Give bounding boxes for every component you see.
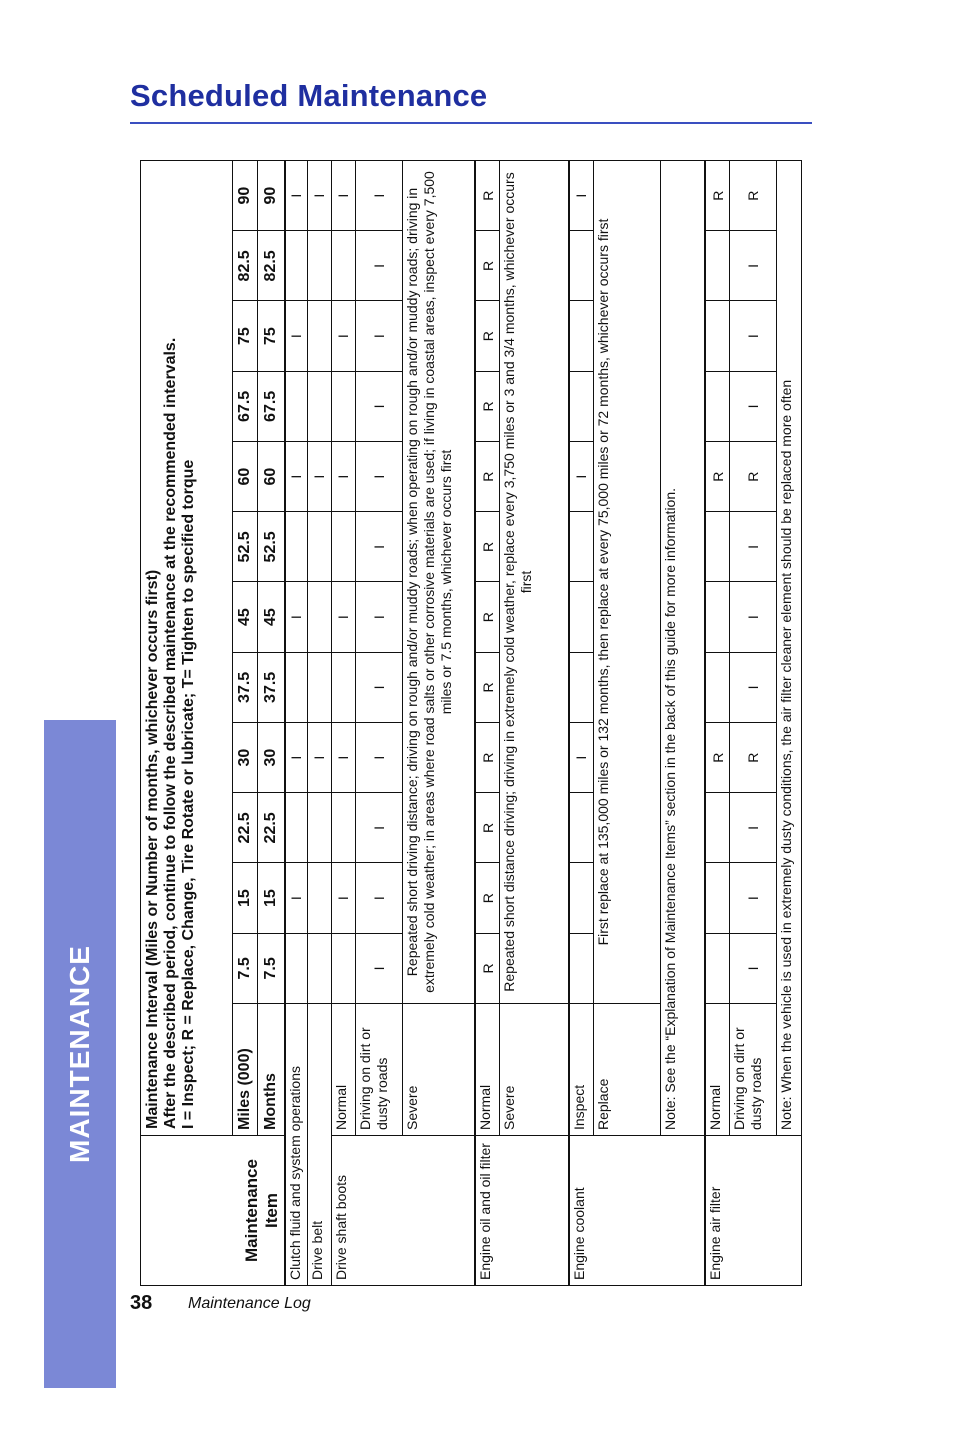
cell	[285, 793, 308, 863]
cell	[285, 371, 308, 441]
cell: I	[730, 231, 777, 301]
table-row	[356, 161, 403, 1286]
cell	[705, 652, 730, 722]
severe-note: Repeated short driving distance; driving on rough and/or muddy roads; when operating on rough and/or muddy roads; driving in extremely cold weather; in areas where road salts or other corrosive materials are used; if living in coastal areas, inspect every 7,500 miles or 7.5 months, whichever occurs first	[403, 161, 476, 1004]
miles-value: 90	[232, 161, 258, 231]
cell: I	[730, 863, 777, 933]
cell	[331, 933, 356, 1003]
cell: I	[730, 371, 777, 441]
cell	[308, 863, 331, 933]
cell	[705, 863, 730, 933]
cell: I	[356, 301, 403, 371]
condition-label: Replace	[594, 1004, 661, 1136]
cell: I	[356, 863, 403, 933]
cell: I	[356, 161, 403, 231]
cell	[569, 582, 594, 652]
cell	[331, 793, 356, 863]
cell: I	[730, 793, 777, 863]
cell	[569, 933, 594, 1003]
cell: I	[331, 723, 356, 793]
condition-label: Normal	[475, 1004, 500, 1136]
table-row	[475, 161, 500, 1286]
item-drive-shaft-boots: Drive shaft boots	[331, 1136, 475, 1286]
cell: R	[475, 793, 500, 863]
table-row	[308, 161, 331, 1286]
interval-header	[141, 161, 233, 1136]
months-value: 7.5	[258, 933, 285, 1003]
miles-value: 45	[232, 582, 258, 652]
table-row	[777, 161, 802, 1286]
months-label: Months	[258, 1004, 285, 1136]
table-row	[331, 161, 356, 1286]
table-row	[661, 161, 706, 1286]
cell: R	[475, 371, 500, 441]
cell: I	[285, 301, 308, 371]
cell: I	[730, 512, 777, 582]
table-row	[569, 161, 594, 1286]
cell	[308, 301, 331, 371]
cell	[705, 371, 730, 441]
condition-label: Inspect	[569, 1004, 594, 1136]
cell: R	[705, 442, 730, 512]
cell	[569, 371, 594, 441]
replace-note: First replace at 135,000 miles or 132 months, then replace at every 75,000 miles or 72 months, whichever occurs first	[594, 161, 661, 1004]
cell: I	[356, 582, 403, 652]
cell: R	[705, 723, 730, 793]
cell: I	[356, 231, 403, 301]
cell: R	[475, 161, 500, 231]
cell	[569, 793, 594, 863]
condition-label: Driving on dirt or dusty roads	[730, 1004, 777, 1136]
cell: R	[475, 442, 500, 512]
maintenance-table-container	[140, 160, 802, 1286]
cell: I	[331, 301, 356, 371]
cell: I	[308, 442, 331, 512]
cell: I	[285, 582, 308, 652]
miles-value: 75	[232, 301, 258, 371]
cell	[308, 371, 331, 441]
cell: I	[285, 723, 308, 793]
miles-value: 22.5	[232, 793, 258, 863]
cell	[308, 652, 331, 722]
cell	[308, 582, 331, 652]
cell: R	[475, 301, 500, 371]
page-title: Scheduled Maintenance	[130, 78, 488, 113]
cell	[569, 863, 594, 933]
cell: I	[331, 582, 356, 652]
miles-value: 67.5	[232, 371, 258, 441]
cell	[569, 231, 594, 301]
cell: R	[475, 933, 500, 1003]
maintenance-item-header: Maintenance Item	[141, 1136, 285, 1286]
cell	[569, 301, 594, 371]
miles-value: 52.5	[232, 512, 258, 582]
cell: I	[331, 442, 356, 512]
condition-label: Severe	[500, 1004, 569, 1136]
cell	[285, 652, 308, 722]
interval-note: After the described period, continue to follow the described maintenance at the recommended intervals.	[161, 337, 179, 1129]
cell	[308, 933, 331, 1003]
condition-label: Severe	[403, 1004, 476, 1136]
months-value: 82.5	[258, 231, 285, 301]
miles-value: 7.5	[232, 933, 258, 1003]
cell	[285, 933, 308, 1003]
cell: R	[705, 161, 730, 231]
miles-value: 15	[232, 863, 258, 933]
cell: R	[475, 512, 500, 582]
cell: R	[730, 723, 777, 793]
cell: I	[356, 793, 403, 863]
condition-label: Driving on dirt or dusty roads	[356, 1004, 403, 1136]
table-row	[500, 161, 569, 1286]
months-value: 67.5	[258, 371, 285, 441]
months-value: 90	[258, 161, 285, 231]
footer-section-name: Maintenance Log	[188, 1295, 311, 1312]
cell: I	[356, 442, 403, 512]
cell	[705, 933, 730, 1003]
months-row	[258, 161, 285, 1286]
cell	[705, 301, 730, 371]
cell: R	[475, 582, 500, 652]
table-row	[403, 161, 476, 1286]
sidebar-label: MAINTENANCE	[64, 945, 95, 1163]
cell: R	[730, 161, 777, 231]
miles-value: 82.5	[232, 231, 258, 301]
table-row	[730, 161, 777, 1286]
miles-value: 30	[232, 723, 258, 793]
cell: I	[331, 161, 356, 231]
cell: I	[356, 723, 403, 793]
coolant-note: Note: See the “Explanation of Maintenance Items” section in the back of this guide for more information.	[661, 161, 706, 1136]
severe-note: Repeated short distance driving; driving in extremely cold weather, replace every 3,750 miles or 3 and 3/4 months, whichever occurs first	[500, 161, 569, 1004]
legend-text: I = Inspect; R = Replace, Change, Tire Rotate or lubricate; T= Tighten to specified torque	[179, 459, 197, 1129]
months-value: 30	[258, 723, 285, 793]
item-engine-coolant: Engine coolant	[569, 1136, 705, 1286]
cell: I	[308, 161, 331, 231]
cell: I	[331, 863, 356, 933]
miles-label: Miles (000)	[232, 1004, 258, 1136]
cell: R	[730, 442, 777, 512]
condition-label: Normal	[331, 1004, 356, 1136]
cell: I	[356, 371, 403, 441]
air-filter-note: Note: When the vehicle is used in extremely dusty conditions, the air filter cleaner element should be replaced more often	[777, 161, 802, 1136]
months-value: 15	[258, 863, 285, 933]
cell	[285, 512, 308, 582]
cell: I	[285, 442, 308, 512]
cell	[308, 231, 331, 301]
cell	[331, 231, 356, 301]
months-value: 60	[258, 442, 285, 512]
cell: I	[730, 933, 777, 1003]
cell: I	[356, 652, 403, 722]
condition-label: Normal	[705, 1004, 730, 1136]
cell: I	[308, 723, 331, 793]
cell: I	[569, 442, 594, 512]
cell	[285, 231, 308, 301]
cell	[705, 512, 730, 582]
title-divider	[130, 122, 812, 124]
item-engine-air-filter: Engine air filter	[705, 1136, 801, 1286]
cell	[569, 652, 594, 722]
months-value: 45	[258, 582, 285, 652]
maintenance-table	[140, 160, 802, 1286]
cell	[308, 512, 331, 582]
miles-value: 60	[232, 442, 258, 512]
cell: I	[285, 161, 308, 231]
cell: I	[569, 161, 594, 231]
cell: I	[569, 723, 594, 793]
miles-row	[232, 161, 258, 1286]
table-row	[705, 161, 730, 1286]
months-value: 75	[258, 301, 285, 371]
cell	[705, 582, 730, 652]
cell	[308, 793, 331, 863]
cell: I	[730, 652, 777, 722]
cell	[331, 652, 356, 722]
table-row	[285, 161, 308, 1286]
cell: I	[356, 512, 403, 582]
cell: R	[475, 231, 500, 301]
item-drive-belt: Drive belt	[308, 1004, 331, 1286]
item-clutch: Clutch fluid and system operations	[285, 1004, 308, 1286]
cell	[705, 793, 730, 863]
interval-title: Maintenance Interval (Miles or Number of months, whichever occurs first)	[144, 569, 161, 1129]
cell	[331, 512, 356, 582]
cell: R	[475, 652, 500, 722]
cell	[705, 231, 730, 301]
cell: R	[475, 863, 500, 933]
cell: I	[285, 863, 308, 933]
miles-value: 37.5	[232, 652, 258, 722]
months-value: 37.5	[258, 652, 285, 722]
cell	[569, 512, 594, 582]
months-value: 22.5	[258, 793, 285, 863]
table-row	[594, 161, 661, 1286]
cell: R	[475, 723, 500, 793]
item-engine-oil: Engine oil and oil filter	[475, 1136, 569, 1286]
cell: I	[356, 933, 403, 1003]
cell	[331, 371, 356, 441]
months-value: 52.5	[258, 512, 285, 582]
page-number: 38	[130, 1292, 153, 1314]
cell: I	[730, 582, 777, 652]
cell: I	[730, 301, 777, 371]
